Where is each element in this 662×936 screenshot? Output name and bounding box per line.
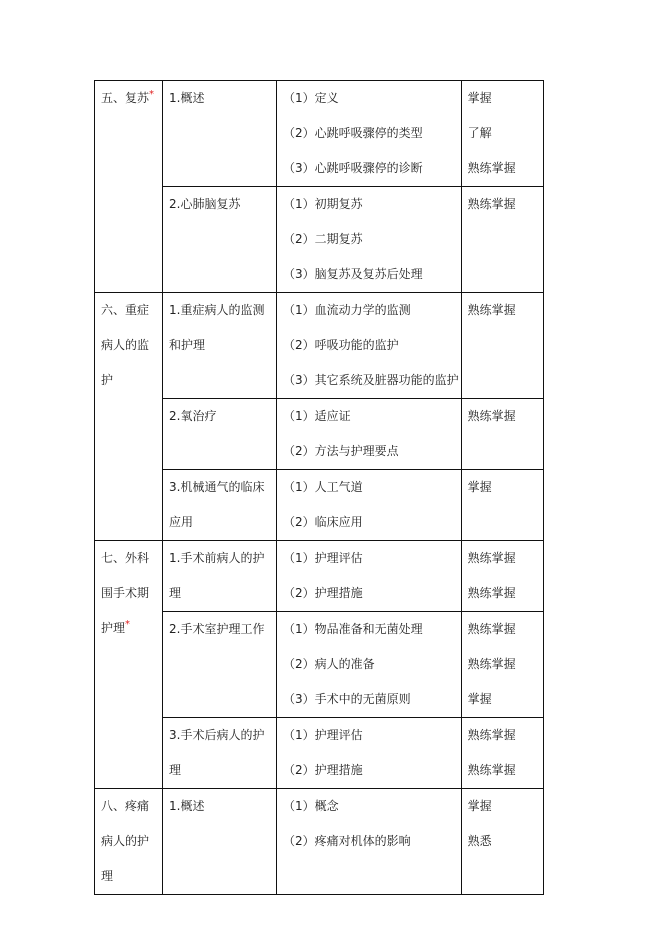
item-text: （1）护理评估	[283, 728, 363, 742]
table-row	[95, 789, 544, 895]
topic-cell	[163, 789, 277, 895]
table-row	[95, 541, 544, 612]
items-cell	[277, 789, 462, 895]
item-text: （1）人工气道	[283, 480, 363, 494]
item-level	[468, 328, 541, 363]
item-level: 掌握	[467, 799, 492, 813]
section-cell	[95, 789, 163, 895]
item-level: 熟练掌握	[467, 657, 516, 671]
items-cell	[277, 293, 462, 399]
table-row	[95, 399, 544, 470]
item-text: （1）概念	[283, 799, 339, 813]
topic-cell	[163, 293, 277, 399]
item-text: （3）脑复苏及复苏后处理	[283, 267, 423, 281]
section-title: 五、复苏	[101, 91, 150, 105]
topic-title: 2.手术室护理工作	[169, 622, 265, 636]
item-level: 熟练掌握	[467, 161, 516, 175]
section-title: 六、重症病人的监护	[101, 303, 150, 387]
item-level: 掌握	[467, 91, 492, 105]
item-level	[468, 434, 541, 469]
item-level: 熟练掌握	[467, 409, 516, 423]
topic-title: 1.概述	[169, 799, 205, 813]
item-text: （2）方法与护理要点	[283, 444, 399, 458]
items-cell	[277, 81, 462, 187]
table-row	[95, 293, 544, 399]
item-text: （1）适应证	[283, 409, 351, 423]
levels-cell	[461, 81, 543, 187]
item-text: （2）呼吸功能的监护	[283, 338, 399, 352]
table-row	[95, 718, 544, 789]
item-level: 掌握	[467, 480, 492, 494]
required-star: *	[125, 619, 131, 630]
item-text: （1）物品准备和无菌处理	[283, 622, 423, 636]
item-level: 熟练掌握	[467, 197, 516, 211]
item-level	[468, 257, 541, 292]
levels-cell	[461, 293, 543, 399]
table-row	[95, 470, 544, 541]
item-level	[468, 505, 541, 540]
table-row	[95, 81, 544, 187]
item-level: 熟练掌握	[467, 551, 516, 565]
item-text: （2）临床应用	[283, 515, 363, 529]
levels-cell	[461, 612, 543, 718]
levels-cell	[461, 187, 543, 293]
syllabus-table-body	[95, 81, 544, 895]
topic-cell	[163, 718, 277, 789]
item-level: 了解	[467, 126, 492, 140]
item-text: （3）其它系统及脏器功能的监护	[283, 373, 459, 387]
item-text: （3）手术中的无菌原则	[283, 692, 411, 706]
items-cell	[277, 612, 462, 718]
item-text: （2）护理措施	[283, 763, 363, 777]
topic-title: 1.重症病人的监测和护理	[169, 303, 265, 352]
table-row	[95, 612, 544, 718]
table-row	[95, 187, 544, 293]
levels-cell	[461, 470, 543, 541]
item-text: （2）二期复苏	[283, 232, 363, 246]
levels-cell	[461, 399, 543, 470]
section-title: 七、外科围手术期护理	[101, 551, 150, 635]
item-level: 熟练掌握	[467, 763, 516, 777]
items-cell	[277, 399, 462, 470]
topic-cell	[163, 399, 277, 470]
item-text: （1）护理评估	[283, 551, 363, 565]
item-level: 熟练掌握	[467, 622, 516, 636]
item-text: （3）心跳呼吸骤停的诊断	[283, 161, 423, 175]
syllabus-table	[94, 80, 544, 895]
topic-cell	[163, 81, 277, 187]
levels-cell	[461, 541, 543, 612]
item-text: （2）护理措施	[283, 586, 363, 600]
section-cell	[95, 541, 163, 789]
topic-title: 3.机械通气的临床应用	[169, 480, 265, 529]
item-level	[468, 222, 541, 257]
topic-cell	[163, 612, 277, 718]
topic-title: 1.概述	[169, 91, 205, 105]
item-level: 熟练掌握	[467, 586, 516, 600]
topic-title: 2.氧治疗	[169, 409, 217, 423]
items-cell	[277, 718, 462, 789]
topic-title: 1.手术前病人的护理	[169, 551, 265, 600]
item-level: 掌握	[467, 692, 492, 706]
levels-cell	[461, 718, 543, 789]
items-cell	[277, 187, 462, 293]
item-text: （1）血流动力学的监测	[283, 303, 411, 317]
item-level: 熟悉	[467, 834, 492, 848]
item-text: （2）病人的准备	[283, 657, 375, 671]
topic-title: 2.心肺脑复苏	[169, 197, 241, 211]
item-level	[468, 363, 541, 398]
topic-cell	[163, 470, 277, 541]
required-star: *	[149, 89, 155, 100]
levels-cell	[461, 789, 543, 895]
topic-cell	[163, 541, 277, 612]
item-level: 熟练掌握	[467, 303, 516, 317]
items-cell	[277, 470, 462, 541]
item-text: （2）疼痛对机体的影响	[283, 834, 411, 848]
item-text: （1）定义	[283, 91, 339, 105]
item-level: 熟练掌握	[467, 728, 516, 742]
section-cell	[95, 81, 163, 293]
topic-cell	[163, 187, 277, 293]
topic-title: 3.手术后病人的护理	[169, 728, 265, 777]
item-text: （2）心跳呼吸骤停的类型	[283, 126, 423, 140]
section-title: 八、疼痛病人的护理	[101, 799, 150, 883]
items-cell	[277, 541, 462, 612]
section-cell	[95, 293, 163, 541]
item-text: （1）初期复苏	[283, 197, 363, 211]
